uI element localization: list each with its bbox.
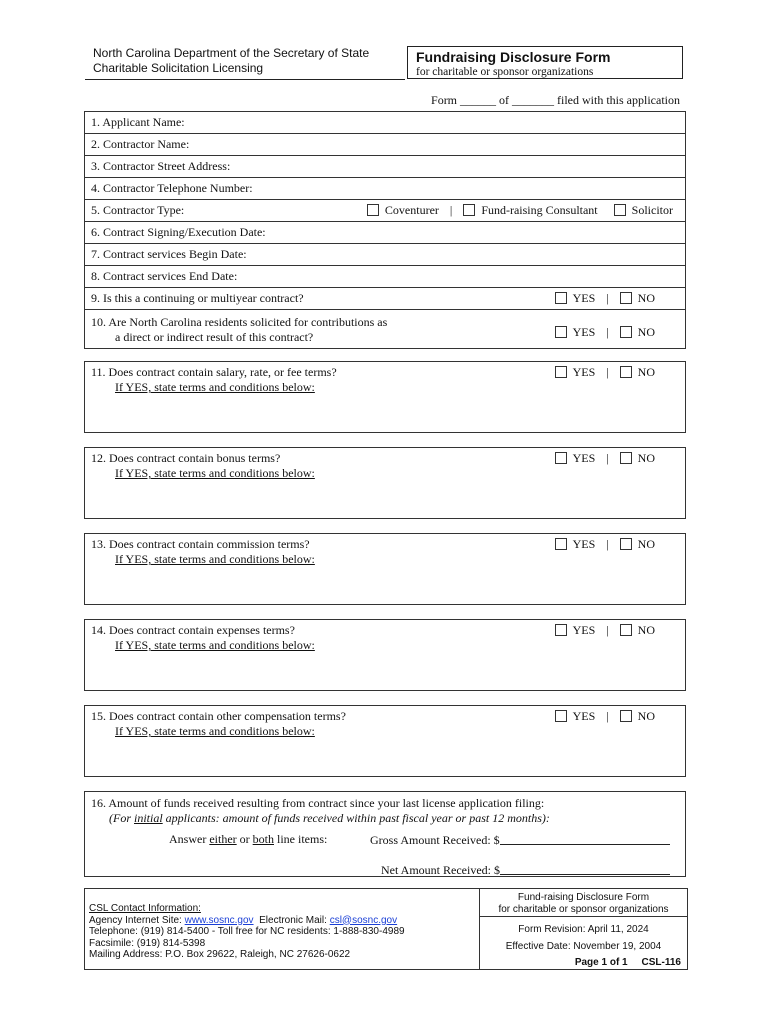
mailing-address: Mailing Address: P.O. Box 29622, Raleigh, NC 27626-0622 [89, 949, 351, 960]
no-label: NO [637, 451, 655, 465]
field-label: 6. Contract Signing/Execution Date: [91, 225, 266, 239]
question-text: a direct or indirect result of this contract? [115, 330, 314, 344]
separator: | [606, 451, 609, 465]
question-text: 12. Does contract contain bonus terms? [91, 451, 281, 465]
no-label: NO [637, 537, 655, 551]
salary-terms-box[interactable] [84, 361, 686, 433]
no-label: NO [637, 325, 655, 339]
answer-instruction [169, 832, 327, 847]
email-link[interactable]: csl@sosnc.gov [329, 914, 398, 926]
separator: | [606, 325, 609, 339]
commission-no-checkbox[interactable] [620, 538, 632, 550]
expenses-no-checkbox[interactable] [620, 624, 632, 636]
question-text: 14. Does contract contain expenses terms? [91, 623, 295, 637]
begin-date-field[interactable] [85, 244, 685, 266]
net-amount-label: Net Amount Received: $ [381, 863, 500, 877]
note-emphasis: initial [134, 811, 163, 825]
multiyear-row [85, 288, 685, 310]
commission-yes-checkbox[interactable] [555, 538, 567, 550]
field-label: 9. Is this a continuing or multiyear contract? [91, 291, 304, 305]
if-yes-instruction: If YES, state terms and conditions below: [115, 380, 315, 394]
email-label: Electronic Mail: [259, 914, 327, 926]
fundraising-consultant-checkbox[interactable] [463, 204, 475, 216]
multiyear-yes-checkbox[interactable] [555, 292, 567, 304]
separator: | [449, 203, 453, 217]
bonus-no-checkbox[interactable] [620, 452, 632, 464]
agency-header [85, 46, 405, 80]
expenses-terms-box[interactable] [84, 619, 686, 691]
question-text: 10. Are North Carolina residents solicited for contributions as [91, 315, 388, 329]
field-label: 2. Contractor Name: [91, 137, 190, 151]
yes-label: YES [572, 451, 596, 465]
salary-no-checkbox[interactable] [620, 366, 632, 378]
site-label: Agency Internet Site: [89, 914, 182, 926]
form-title-box [407, 46, 683, 79]
yes-label: YES [572, 325, 596, 339]
checkbox-label: Fund-raising Consultant [481, 203, 598, 217]
page-number: Page 1 of 1 [574, 957, 628, 968]
footer-form-name: Fund-raising Disclosure Form [517, 892, 650, 903]
instruction-text: line items: [274, 832, 328, 846]
applicant-info-box [84, 111, 686, 349]
if-yes-instruction: If YES, state terms and conditions below: [115, 466, 315, 480]
net-amount-field[interactable] [381, 862, 670, 878]
separator: | [606, 623, 609, 637]
end-date-field[interactable] [85, 266, 685, 288]
nc-residents-yes-checkbox[interactable] [555, 326, 567, 338]
contact-info [85, 889, 480, 969]
contact-heading: CSL Contact Information: [89, 903, 201, 914]
agency-division: Charitable Solicitation Licensing [93, 61, 264, 75]
contact-web-email [89, 915, 479, 927]
funds-received-box [84, 791, 686, 877]
question-text: 16. Amount of funds received resulting from contract since your last license application filing: [91, 796, 545, 810]
effective-date: Effective Date: November 19, 2004 [505, 941, 662, 952]
yes-label: YES [572, 291, 596, 305]
yes-label: YES [572, 709, 596, 723]
field-label: 1. Applicant Name: [91, 115, 185, 129]
solicitor-checkbox[interactable] [614, 204, 626, 216]
contractor-type-row [85, 200, 685, 222]
form-title: Fundraising Disclosure Form [416, 49, 611, 65]
gross-amount-field[interactable] [370, 832, 670, 848]
no-label: NO [637, 291, 655, 305]
footer [84, 888, 688, 970]
net-amount-blank[interactable] [500, 862, 670, 875]
no-label: NO [637, 365, 655, 379]
signing-date-field[interactable] [85, 222, 685, 244]
if-yes-instruction: If YES, state terms and conditions below: [115, 638, 315, 652]
other-compensation-box[interactable] [84, 705, 686, 777]
page-code [575, 957, 681, 968]
no-label: NO [637, 623, 655, 637]
form-code: CSL-116 [641, 957, 681, 968]
yes-label: YES [572, 537, 596, 551]
contractor-address-field[interactable] [85, 156, 685, 178]
yes-label: YES [572, 365, 596, 379]
separator: | [606, 291, 609, 305]
gross-amount-blank[interactable] [500, 832, 670, 845]
footer-form-for: for charitable or sponsor organizations [498, 904, 669, 915]
bonus-yes-checkbox[interactable] [555, 452, 567, 464]
coventurer-checkbox[interactable] [367, 204, 379, 216]
bonus-terms-box[interactable] [84, 447, 686, 519]
initial-applicant-note [91, 811, 685, 826]
contractor-phone-field[interactable] [85, 178, 685, 200]
instruction-text: or [236, 832, 253, 846]
separator: | [606, 709, 609, 723]
facsimile-text: Facsimile: (919) 814-5398 [89, 937, 206, 949]
field-label: 4. Contractor Telephone Number: [91, 181, 253, 195]
instruction-text: Answer [169, 832, 210, 846]
form-subtitle: for charitable or sponsor organizations [416, 66, 594, 78]
field-label: 5. Contractor Type: [91, 203, 185, 217]
other-compensation-no-checkbox[interactable] [620, 710, 632, 722]
field-label: 7. Contract services Begin Date: [91, 247, 247, 261]
field-label: 3. Contractor Street Address: [91, 159, 231, 173]
form-name-cell [480, 889, 687, 917]
nc-residents-row [85, 310, 685, 348]
checkbox-label: Solicitor [631, 203, 673, 217]
other-compensation-yes-checkbox[interactable] [555, 710, 567, 722]
instruction-emphasis: both [252, 832, 274, 846]
instruction-emphasis: either [209, 832, 237, 846]
telephone-text: Telephone: (919) 814-5400 - Toll free for NC residents: 1-888-830-4989 [89, 926, 405, 937]
question-text: 15. Does contract contain other compensation terms? [91, 709, 346, 723]
note-text: (For [109, 811, 134, 825]
commission-terms-box[interactable] [84, 533, 686, 605]
question-text: 13. Does contract contain commission terms? [91, 537, 310, 551]
field-label: 8. Contract services End Date: [91, 269, 238, 283]
multiyear-no-checkbox[interactable] [620, 292, 632, 304]
note-text: applicants: amount of funds received within past fiscal year or past 12 months): [162, 811, 550, 825]
question-text: 11. Does contract contain salary, rate, or fee terms? [91, 365, 337, 379]
contractor-name-field[interactable] [85, 134, 685, 156]
applicant-name-field[interactable] [85, 112, 685, 134]
salary-yes-checkbox[interactable] [555, 366, 567, 378]
form-count-line[interactable]: Form ______ of _______ filed with this application [431, 93, 680, 107]
gross-amount-label: Gross Amount Received: $ [370, 833, 500, 847]
form-info [480, 889, 687, 969]
website-link[interactable]: www.sosnc.gov [184, 914, 254, 926]
nc-residents-no-checkbox[interactable] [620, 326, 632, 338]
expenses-yes-checkbox[interactable] [555, 624, 567, 636]
if-yes-instruction: If YES, state terms and conditions below: [115, 724, 315, 738]
if-yes-instruction: If YES, state terms and conditions below: [115, 552, 315, 566]
no-label: NO [637, 709, 655, 723]
checkbox-label: Coventurer [384, 203, 439, 217]
agency-name: North Carolina Department of the Secretary of State [93, 46, 370, 60]
separator: | [606, 537, 609, 551]
yes-label: YES [572, 623, 596, 637]
form-revision: Form Revision: April 11, 2024 [518, 924, 649, 935]
separator: | [606, 365, 609, 379]
